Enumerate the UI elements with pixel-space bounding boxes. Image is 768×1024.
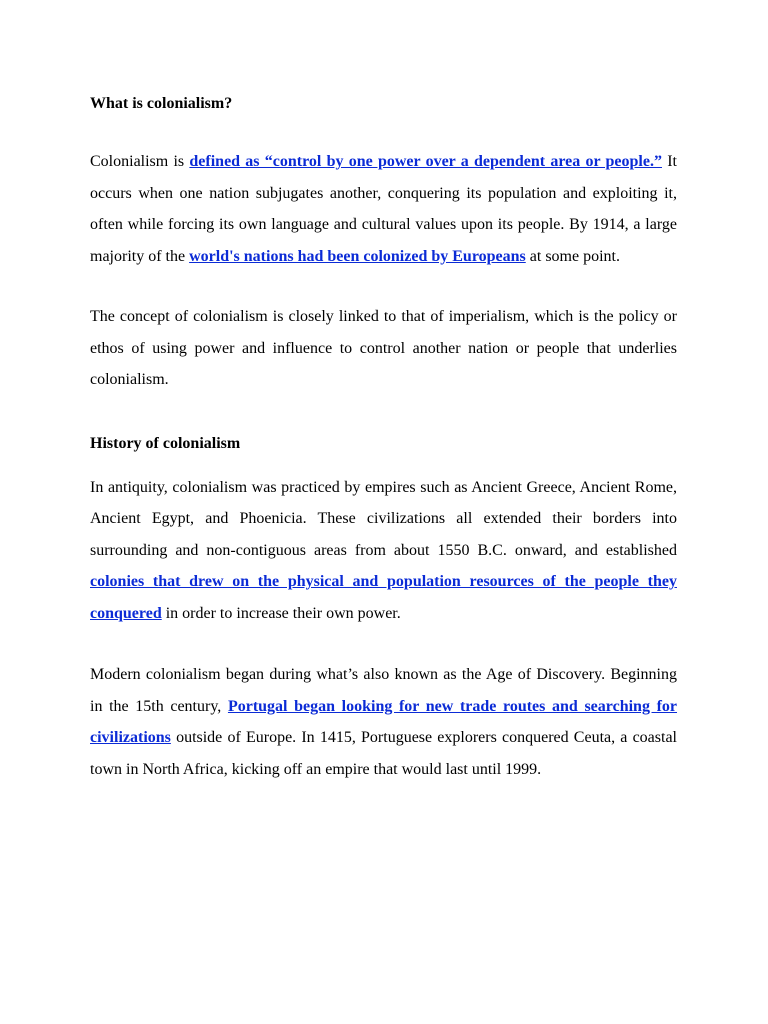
paragraph-definition <box>90 146 677 272</box>
paragraph-imperialism: The concept of colonialism is closely linked to that of imperialism, which is the policy or ethos of using power and influence to control another nation or people that underlies colonialism. <box>90 308 677 388</box>
document-title: What is colonialism? <box>90 95 233 112</box>
link-definition[interactable]: defined as “control by one power over a dependent area or people.” <box>189 153 662 170</box>
link-nations-colonized[interactable]: world's nations had been colonized by Europeans <box>189 247 526 265</box>
paragraph-antiquity <box>90 472 677 630</box>
paragraph-text: at some point. <box>525 247 620 265</box>
paragraph-text: It occurs when one nation subjugates another, conquering its population and exploiting it, often while forcing its own language and cultural values upon its people. By 1914, a large majority of the <box>90 153 677 265</box>
link-portugal-trade-routes[interactable]: Portugal began looking for new trade routes and searching for civilizations <box>90 697 678 746</box>
section-heading-history: History of colonialism <box>90 434 241 452</box>
paragraph-text: Colonialism is <box>90 153 190 170</box>
paragraph-text: In antiquity, colonialism was practiced by empires such as Ancient Greece, Ancient Rome, Ancient Egypt, and Phoenicia. These civilizations all extended their borders into surrounding and non-contiguous areas from about 1550 B.C. onward, and established <box>90 478 677 559</box>
paragraph-modern-colonialism <box>90 659 677 785</box>
paragraph-text: outside of Europe. In 1415, Portuguese explorers conquered Ceuta, a coastal town in North Africa, kicking off an empire that would last until 1999. <box>90 729 677 778</box>
document-page <box>90 91 677 785</box>
paragraph-text: Modern colonialism began during what’s also known as the Age of Discovery. Beginning in the 15th century, <box>90 666 677 715</box>
link-colonies-resources[interactable]: colonies that drew on the physical and population resources of the people they conquered <box>90 573 677 622</box>
paragraph-text: in order to increase their own power. <box>161 604 401 622</box>
